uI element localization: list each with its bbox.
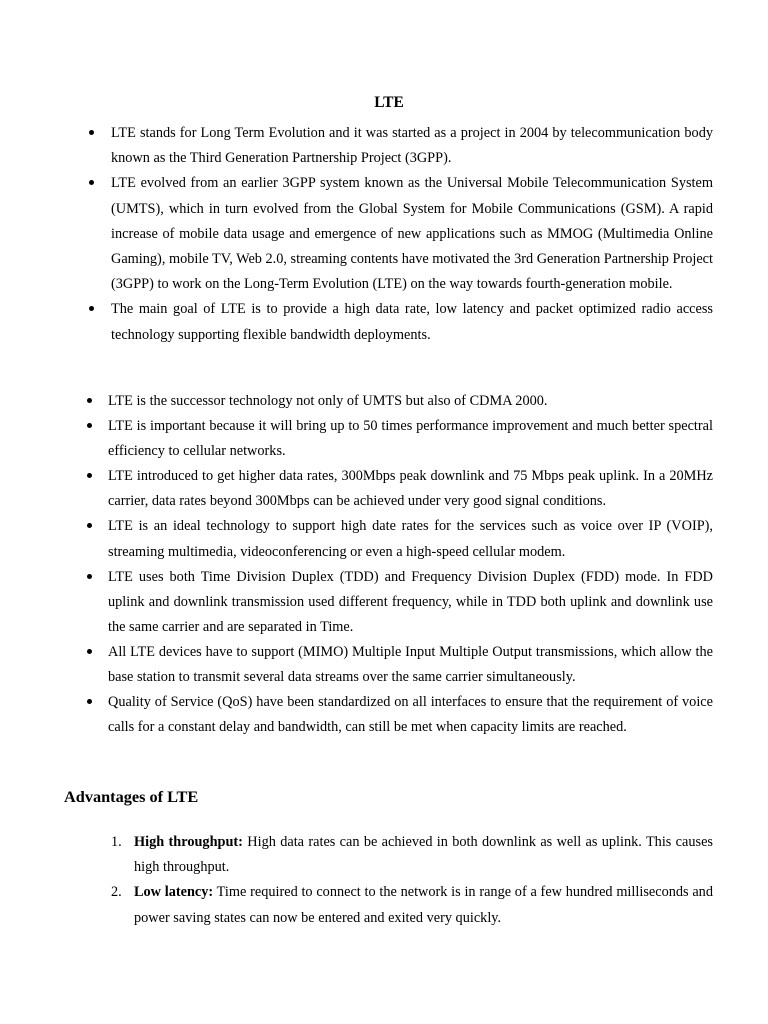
bullet-icon <box>89 130 94 135</box>
list-item <box>111 297 713 347</box>
bullet-icon <box>87 423 92 428</box>
advantage-text: Time required to connect to the network is in range of a few hundred milliseconds and power saving states can now be entered and exited very quickly. <box>134 884 713 926</box>
bullet-icon <box>87 398 92 403</box>
bullet-icon <box>89 306 94 311</box>
advantage-term: Low latency: <box>134 884 214 901</box>
list-item <box>111 880 713 930</box>
list-item <box>108 389 713 414</box>
advantages-heading: Advantages of LTE <box>64 787 199 806</box>
intro-bullet-list <box>111 121 713 348</box>
list-item <box>108 690 713 740</box>
list-item-text: All LTE devices have to support (MIMO) Multiple Input Multiple Output transmissions, which allow the base station to transmit several data streams over the same carrier simultaneously. <box>108 643 713 686</box>
bullet-icon <box>87 699 92 704</box>
feature-bullet-list <box>108 389 713 740</box>
list-item-text: LTE uses both Time Division Duplex (TDD) and Frequency Division Duplex (FDD) mode. In FDD uplink and downlink transmission used different frequency, while in TDD both uplink and downlink use the same carrier and are separated in Time. <box>108 568 713 635</box>
list-item-text: LTE is an ideal technology to support high date rates for the services such as voice over IP (VOIP), streaming multimedia, videoconferencing or even a high-speed cellular modem. <box>108 518 713 560</box>
list-item-text: LTE is the successor technology not only of UMTS but also of CDMA 2000. <box>108 393 548 409</box>
list-number: 2. <box>111 884 122 901</box>
list-number: 1. <box>111 834 122 850</box>
advantages-list <box>111 830 713 931</box>
list-item <box>108 565 713 640</box>
bullet-icon <box>87 523 92 528</box>
list-item-text: The main goal of LTE is to provide a high data rate, low latency and packet optimized radio access technology supporting flexible bandwidth deployments. <box>111 301 713 343</box>
list-item <box>108 514 713 564</box>
list-item <box>108 640 713 690</box>
advantage-term: High throughput: <box>134 834 243 850</box>
list-item <box>111 171 713 297</box>
list-item-text: LTE introduced to get higher data rates, 300Mbps peak downlink and 75 Mbps peak uplink. In a 20MHz carrier, data rates beyond 300Mbps can be achieved under very good signal conditions. <box>108 468 713 510</box>
bullet-icon <box>87 649 92 654</box>
bullet-icon <box>87 473 92 478</box>
list-item <box>111 121 713 171</box>
bullet-icon <box>87 574 92 579</box>
list-item-text: Quality of Service (QoS) have been standardized on all interfaces to ensure that the requirement of voice calls for a constant delay and bandwidth, can still be met when capacity limits are reached. <box>108 694 713 736</box>
list-item <box>111 830 713 880</box>
list-item <box>108 464 713 514</box>
bullet-icon <box>89 180 94 185</box>
list-item <box>108 414 713 464</box>
advantage-text: High data rates can be achieved in both downlink as well as uplink. This causes high throughput. <box>134 834 713 876</box>
list-item-text: LTE stands for Long Term Evolution and it was started as a project in 2004 by telecommunication body known as the Third Generation Partnership Project (3GPP). <box>111 125 713 167</box>
list-item-text: LTE is important because it will bring up to 50 times performance improvement and much better spectral efficiency to cellular networks. <box>108 418 713 460</box>
page-title: LTE <box>374 94 404 111</box>
list-item-text: LTE evolved from an earlier 3GPP system known as the Universal Mobile Telecommunication System (UMTS), which in turn evolved from the Global System for Mobile Communications (GSM). A rapid increase of mobile data usage and emergence of new applications such as MMOG (Multimedia Online Gaming), mobile TV, Web 2.0, streaming contents have motivated the 3rd Generation Partnership Project (3GPP) to work on the Long-Term Evolution (LTE) on the way towards fourth-generation mobile. <box>111 175 713 293</box>
